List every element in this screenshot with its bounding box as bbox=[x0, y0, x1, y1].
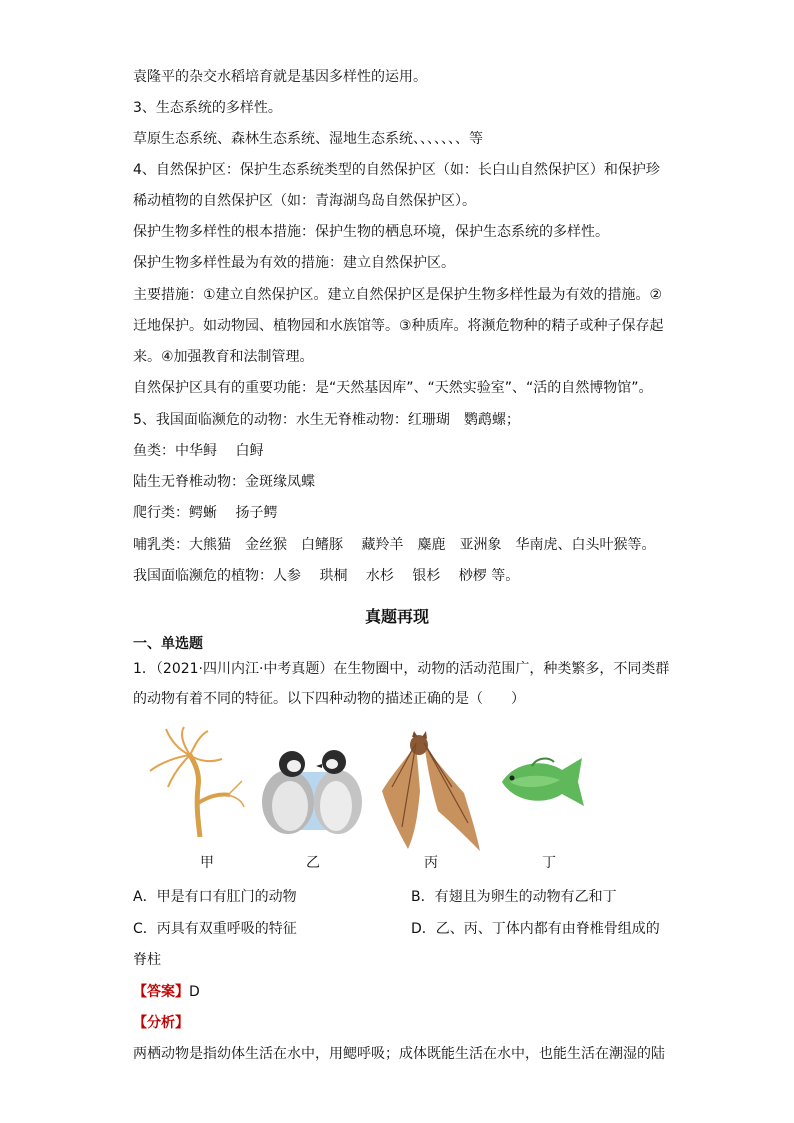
option-b: B．有翅且为卵生的动物有乙和丁 bbox=[411, 889, 617, 905]
section-title: 真题再现 bbox=[364, 607, 429, 626]
text-line: 鱼类：中华鲟 白鲟 bbox=[133, 443, 264, 459]
fish-image bbox=[492, 752, 588, 812]
hydra-image bbox=[138, 725, 248, 840]
analysis-label: 【分析】 bbox=[133, 1015, 189, 1031]
option-c: C．丙具有双重呼吸的特征 bbox=[133, 921, 297, 937]
subsection-heading: 一、单选题 bbox=[133, 636, 203, 652]
caption-ding: 丁 bbox=[542, 855, 556, 871]
text-line: 保护生物多样性最为有效的措施：建立自然保护区。 bbox=[133, 255, 455, 271]
option-d-continued: 脊柱 bbox=[133, 952, 161, 968]
text-line: 4、自然保护区：保护生态系统类型的自然保护区（如：长白山自然保护区）和保护珍 bbox=[133, 162, 660, 178]
text-line: 主要措施：①建立自然保护区。建立自然保护区是保护生物多样性最为有效的措施。② bbox=[133, 287, 663, 303]
text-line: 袁隆平的杂交水稻培育就是基因多样性的运用。 bbox=[133, 69, 427, 85]
caption-jia: 甲 bbox=[200, 855, 214, 871]
question-line: 的动物有着不同的特征。以下四种动物的描述正确的是（ ） bbox=[133, 691, 525, 707]
text-line: 来。④加强教育和法制管理。 bbox=[133, 349, 314, 365]
text-line: 爬行类：鳄蜥 扬子鳄 bbox=[133, 505, 278, 521]
answer-value: D bbox=[189, 984, 200, 1000]
text-line: 5、我国面临濒危的动物：水生无脊椎动物：红珊瑚 鹦鹉螺； bbox=[133, 412, 520, 428]
text-line: 3、生态系统的多样性。 bbox=[133, 100, 282, 116]
option-d: D．乙、丙、丁体内都有由脊椎骨组成的 bbox=[411, 921, 660, 937]
caption-yi: 乙 bbox=[306, 855, 320, 871]
text-line: 草原生态系统、森林生态系统、湿地生态系统、、、、、、、等 bbox=[133, 131, 483, 147]
penguins-image bbox=[258, 744, 368, 836]
bat-image bbox=[372, 731, 484, 855]
text-line: 哺乳类：大熊猫 金丝猴 白鳍豚 藏羚羊 麋鹿 亚洲象 华南虎、白头叶猴等。 bbox=[133, 537, 656, 553]
question-line: 1．（2021·四川内江·中考真题）在生物圈中，动物的活动范围广，种类繁多，不同类群 bbox=[133, 661, 670, 677]
text-line: 稀动植物的自然保护区（如：青海湖鸟岛自然保护区）。 bbox=[133, 193, 476, 209]
answer-label: 【答案】 bbox=[133, 984, 189, 1000]
text-line: 陆生无脊椎动物：金斑缘凤蝶 bbox=[133, 474, 315, 490]
answer-row bbox=[133, 982, 200, 1002]
option-a: A．甲是有口有肛门的动物 bbox=[133, 889, 297, 905]
caption-bing: 丙 bbox=[424, 855, 438, 871]
text-line: 迁地保护。如动物园、植物园和水族馆等。③种质库。将濒危物种的精子或种子保存起 bbox=[133, 318, 664, 334]
text-line: 保护生物多样性的根本措施：保护生物的栖息环境，保护生态系统的多样性。 bbox=[133, 224, 609, 240]
text-line: 我国面临濒危的植物：人参 珙桐 水杉 银杉 桫椤 等。 bbox=[133, 568, 520, 584]
text-line: 自然保护区具有的重要功能：是“天然基因库”、“天然实验室”、“活的自然博物馆”。 bbox=[133, 380, 653, 396]
analysis-text: 两栖动物是指幼体生活在水中，用鳃呼吸；成体既能生活在水中，也能生活在潮湿的陆 bbox=[133, 1046, 665, 1062]
